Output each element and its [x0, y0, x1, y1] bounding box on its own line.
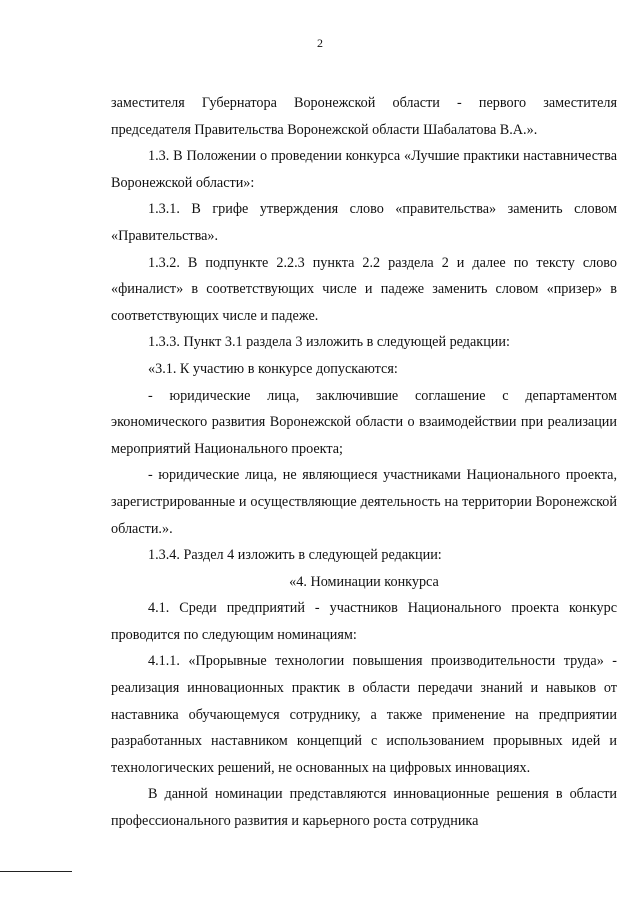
paragraph-list-item-1: - юридические лица, заключившие соглашение с департаментом экономического развития Воронежской области о взаимодействии при реализации мероприятий Национального проекта; — [111, 387, 617, 457]
page-number: 2 — [317, 36, 323, 50]
paragraph-1-3: 1.3. В Положении о проведении конкурса «Лучшие практики наставничества Воронежской области»: — [111, 148, 617, 191]
paragraph-4-1-1: 4.1.1. «Прорывные технологии повышения производительности труда» - реализация инновационных практик в области передачи знаний и навыков от наставника обучающемуся сотруднику, а также применение на предприятии разработанных наставником концепций с использованием прорывных идей и технологических решений, не основанных на цифровых инновациях. — [111, 653, 617, 776]
paragraph-1-3-3: 1.3.3. Пункт 3.1 раздела 3 изложить в следующей редакции: — [148, 334, 510, 351]
paragraph-deputy-governor: заместителя Губернатора Воронежской области - первого заместителя председателя Правительства Воронежской области Шабалатова В.А.». — [111, 95, 617, 138]
paragraph-3-1: «3.1. К участию в конкурсе допускаются: — [148, 360, 398, 377]
paragraph-nomination-description: В данной номинации представляются инновационные решения в области профессионального развития и карьерного роста сотрудника — [111, 786, 617, 830]
paragraph-list-item-2: - юридические лица, не являющиеся участниками Национального проекта, зарегистрированные и осуществляющие деятельность на территории Воронежской области.». — [111, 467, 617, 537]
paragraph-1-3-4: 1.3.4. Раздел 4 изложить в следующей редакции: — [148, 547, 442, 564]
document-body — [111, 90, 617, 835]
paragraph-1-3-2: 1.3.2. В подпункте 2.2.3 пункта 2.2 раздела 2 и далее по тексту слово «финалист» в соответствующих числе и падеже заменить словом «призер» в соответствующих числе и падеже. — [111, 254, 617, 324]
paragraph-1-3-1: 1.3.1. В грифе утверждения слово «правительства» заменить словом «Правительства». — [111, 201, 617, 244]
paragraph-4-1: 4.1. Среди предприятий - участников Национального проекта конкурс проводится по следующим номинациям: — [111, 600, 617, 643]
section-heading-4: «4. Номинации конкурса — [289, 573, 439, 590]
footnote-separator-line — [0, 871, 72, 872]
